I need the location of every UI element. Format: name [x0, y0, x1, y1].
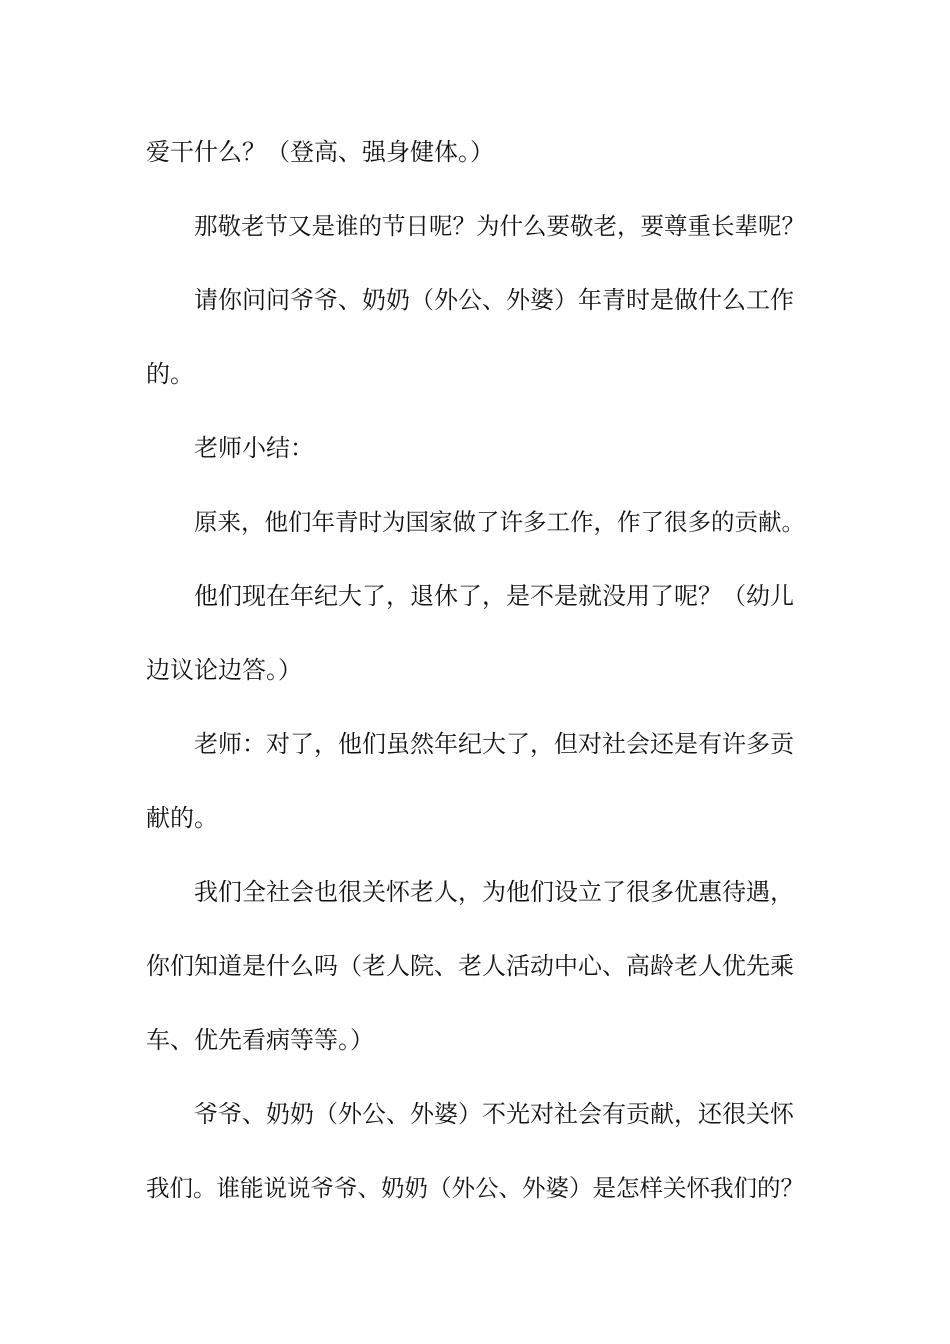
text-line: 我们全社会也很关怀老人，为他们设立了很多优惠待遇， [194, 878, 794, 906]
text-line: 请你问问爷爷、奶奶（外公、外婆）年青时是做什么工作 [194, 286, 794, 314]
text-line: 我们。谁能说说爷爷、奶奶（外公、外婆）是怎样关怀我们的？ [146, 1174, 804, 1202]
text-line: 爷爷、奶奶（外公、外婆）不光对社会有贡献，还很关怀 [194, 1100, 794, 1128]
text-line: 他们现在年纪大了，退休了，是不是就没用了呢？（幼儿 [194, 582, 794, 610]
text-line: 那敬老节又是谁的节日呢？为什么要敬老，要尊重长辈呢？ [194, 212, 805, 240]
text-line: 献的。 [146, 804, 218, 832]
text-line: 车、优先看病等等。） [146, 1026, 374, 1054]
text-line: 的。 [146, 360, 194, 388]
text-line: 老师小结： [194, 434, 314, 462]
text-line: 边议论边答。） [146, 656, 302, 684]
text-line: 原来，他们年青时为国家做了许多工作，作了很多的贡献。 [194, 508, 805, 536]
text-line: 你们知道是什么吗（老人院、老人活动中心、高龄老人优先乘 [146, 952, 794, 980]
text-line: 爱干什么？（登高、强身健体。） [146, 138, 494, 166]
text-line: 老师：对了，他们虽然年纪大了，但对社会还是有许多贡 [194, 730, 794, 758]
